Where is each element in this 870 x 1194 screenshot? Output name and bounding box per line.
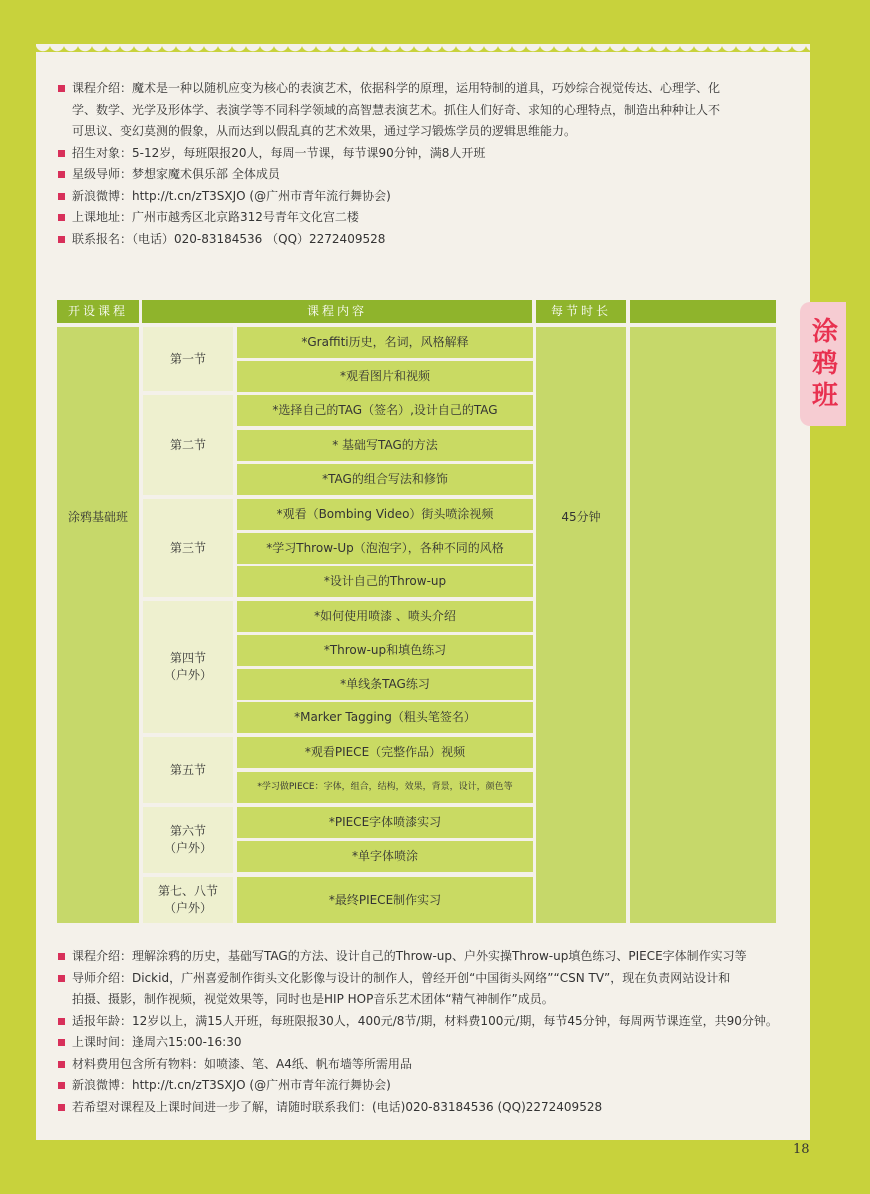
detail-line: 材料费用包含所有物料：如喷漆、笔、A4纸、帆布墙等所需用品 [58,1054,788,1076]
course-cell [57,327,139,923]
detail-line: 拍摄、摄影，制作视频，视觉效果等，同时也是HIP HOP音乐艺术团体“精气神制作”成员。 [72,992,554,1006]
content-row: *单线条TAG练习 [237,669,533,700]
intro-line: 招生对象：5-12岁，每班限报20人，每周一节课，每节课90分钟，满8人开班 [58,143,788,165]
content-row: *Graffiti历史，名词，风格解释 [237,327,533,358]
session-label: 第七、八节 （户外） [157,884,218,915]
intro-line: 课程介绍：魔术是一种以随机应变为核心的表演艺术，依据科学的原理，运用特制的道具，巧妙综合视觉传达、心理学、化 [58,78,788,100]
content-row: *选择自己的TAG（签名）,设计自己的TAG [237,395,533,426]
detail-line: 导师介绍：Dickid，广州喜爱制作街头文化影像与设计的制作人，曾经开创“中国街头网络”“CSN TV”，现在负责网站设计和 [58,968,788,990]
detail-line: 新浪微博：http://t.cn/zT3SXJO (@广州市青年流行舞协会) [58,1075,788,1097]
course-name: 涂鸦基础班 [67,510,128,524]
session-label: 第一节 [169,351,206,366]
content-row: *学习Throw-Up（泡泡字），各种不同的风格 [237,533,533,564]
intro-line: 学、数学、光学及形体学、表演学等不同科学领域的高智慧表演艺术。抓住人们好奇、求知的心理特点，制造出种种让人不 [72,102,721,117]
intro-line: 联系报名：（电话）020-83184536 （QQ）2272409528 [58,229,788,251]
detail-line: 适报年龄：12岁以上，满15人开班，每班限报30人，400元/8节/期，材料费100元/期，每节45分钟，每周两节课连堂，共90分钟。 [58,1011,788,1033]
scalloped-edge [36,44,810,58]
bottom-strip [0,1140,870,1194]
content-row: *观看图片和视频 [237,361,533,392]
detail-block [58,946,788,1118]
side-tab-label: 涂鸦班 [811,317,838,411]
session-label: 第二节 [169,437,206,452]
content-row: *最终PIECE制作实习 [237,877,533,923]
content-row: *TAG的组合写法和修饰 [237,464,533,495]
content-row: *学习做PIECE：字体，组合，结构，效果，背景，设计，颜色等 [237,772,533,803]
content-row: *如何使用喷漆 、喷头介绍 [237,601,533,632]
page-number: 18 [793,1142,810,1157]
session-label: 第三节 [169,540,206,555]
detail-line: 课程介绍：理解涂鸦的历史，基础写TAG的方法、设计自己的Throw-up、户外实操Throw-up填色练习、PIECE字体制作实习等 [58,946,788,968]
intro-line: 可思议、变幻莫测的假象，从而达到以假乱真的艺术效果，通过学习锻炼学员的逻辑思维能力。 [72,124,577,138]
detail-line: 上课时间：逢周六15:00-16:30 [58,1032,788,1054]
duration-value: 45分钟 [561,510,601,524]
content-row: *Throw-up和填色练习 [237,635,533,666]
session-label: 第六节 （户外） [163,824,212,855]
content-row: *观看（Bombing Video）街头喷涂视频 [237,499,533,530]
content-row: *单字体喷涂 [237,841,533,872]
intro-line: 上课地址：广州市越秀区北京路312号青年文化宫二楼 [58,207,788,229]
content-row: *设计自己的Throw-up [237,566,533,597]
header-blank [630,300,776,323]
intro-line: 新浪微博：http://t.cn/zT3SXJO (@广州市青年流行舞协会) [58,186,788,208]
header-course: 开设课程 [57,300,139,323]
intro-block [58,78,788,250]
content-row: * 基础写TAG的方法 [237,430,533,461]
header-content: 课程内容 [142,300,532,323]
session-label: 第四节 （户外） [163,651,212,682]
intro-line: 星级导师：梦想家魔术俱乐部 全体成员 [58,164,788,186]
header-duration: 每节时长 [536,300,626,323]
duration-cell [536,327,626,923]
content-row: *Marker Tagging（粗头笔签名） [237,702,533,733]
blank-cell [630,327,776,923]
content-row: *PIECE字体喷漆实习 [237,807,533,838]
course-table [57,300,776,923]
session-label: 第五节 [169,762,206,777]
content-row: *观看PIECE（完整作品）视频 [237,737,533,768]
detail-line: 若希望对课程及上课时间进一步了解，请随时联系我们：(电话)020-83184536 (QQ)2272409528 [58,1097,788,1119]
